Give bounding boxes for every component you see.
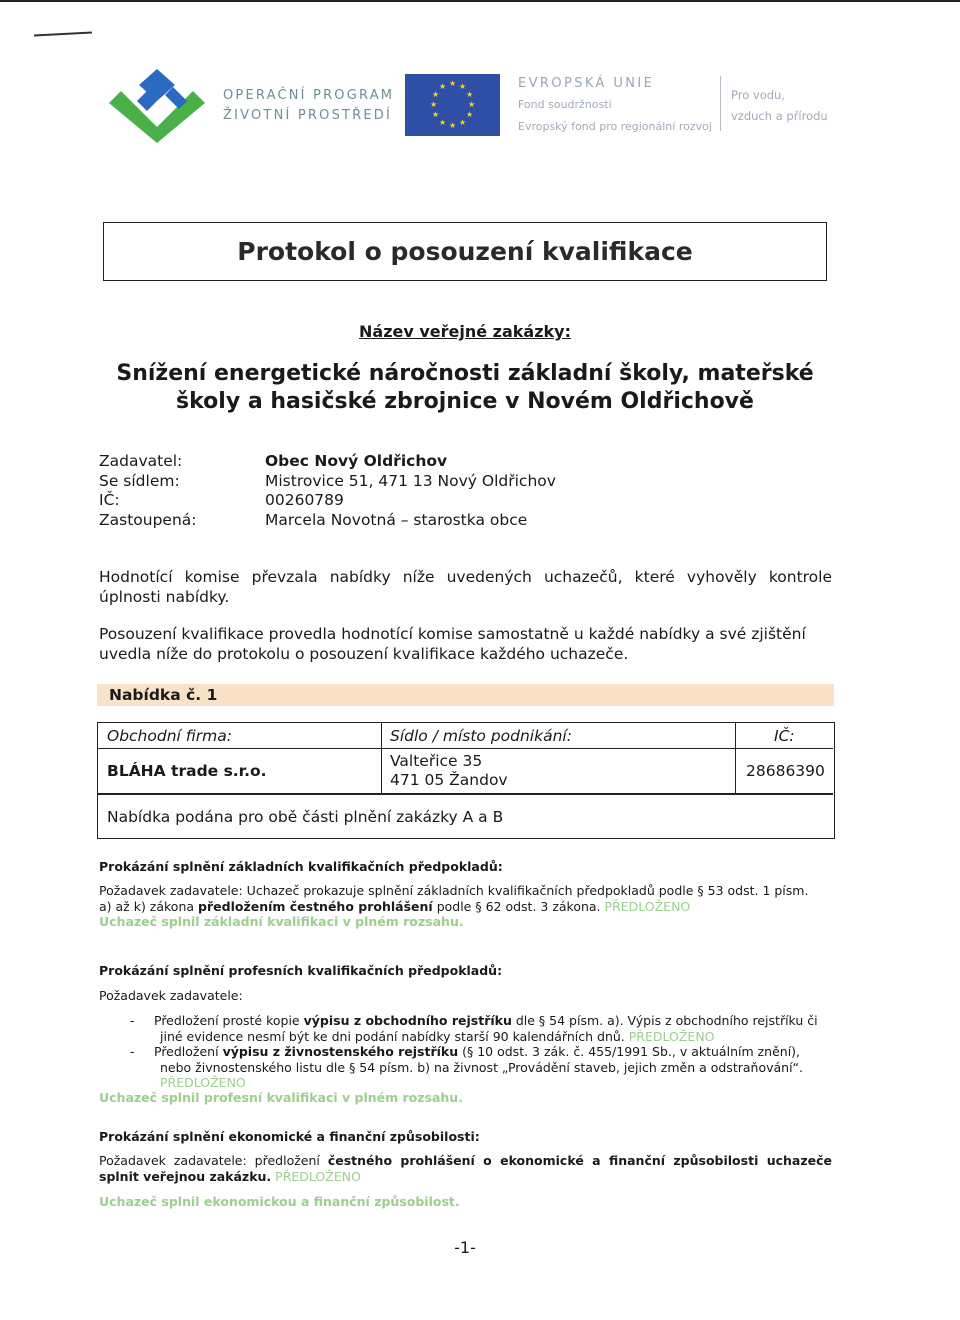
seat-line-2: 471 05 Žandov — [390, 771, 508, 789]
professional-status-2: PŘEDLOŽENO — [160, 1075, 246, 1090]
col-firm-header: Obchodní firma: — [107, 727, 232, 745]
offer-heading-bar — [97, 684, 834, 706]
eu-title: EVROPSKÁ UNIE — [518, 76, 655, 91]
offer-note: Nabídka podána pro obě části plnění zakázky A a B — [107, 808, 504, 826]
client-values — [265, 452, 556, 530]
value-ic: 00260789 — [265, 491, 344, 509]
basic-status: PŘEDLOŽENO — [604, 898, 691, 914]
basic-line-1: Požadavek zadavatele: Uchazeč prokazuje splnění základních kvalifikačních předpokladů podle § 53 odst. 1 písm. — [99, 883, 809, 898]
firm-ic: 28686390 — [746, 762, 825, 780]
professional-qualification-heading: Prokázání splnění profesních kvalifikačních předpokladů: — [99, 963, 503, 978]
basic-result: Uchazeč splnil základní kvalifikaci v plném rozsahu. — [99, 914, 464, 929]
contract-name — [100, 360, 830, 416]
professional-result: Uchazeč splnil profesní kvalifikaci v plném rozsahu. — [99, 1090, 463, 1105]
economic-status: PŘEDLOŽENO — [275, 1168, 361, 1184]
pen-mark — [34, 31, 92, 36]
motto-line-1: Pro vodu, — [731, 88, 785, 102]
intro-p1-line-1: Hodnotící komise převzala nabídky níže uvedených uchazečů, které vyhověly kontrole — [99, 568, 832, 586]
professional-status-1: PŘEDLOŽENO — [628, 1028, 715, 1044]
label-sidlo: Se sídlem: — [99, 471, 180, 490]
professional-requirement: Požadavek zadavatele: — [99, 988, 243, 1003]
page-top-border — [0, 0, 960, 2]
op-zp-logo-icon — [107, 67, 207, 143]
intro-p2-line-2: uvedla níže do protokolu o posouzení kvalifikace každého uchazeče. — [99, 645, 629, 663]
header-divider — [720, 76, 721, 131]
firm-seat — [390, 752, 508, 790]
contract-label: Název veřejné zakázky: — [359, 322, 571, 341]
basic-qualification-heading: Prokázání splnění základních kvalifikačních předpokladů: — [99, 859, 503, 874]
basic-qualification-text — [99, 883, 832, 930]
value-zastoupena: Marcela Novotná – starostka obce — [265, 510, 528, 529]
col-seat-header: Sídlo / místo podnikání: — [390, 727, 572, 745]
offer-heading: Nabídka č. 1 — [109, 686, 218, 704]
op-zp-title — [223, 86, 394, 126]
offer-table — [97, 722, 835, 839]
basic-line-2: a) až k) zákona předložením čestného prohlášení podle § 62 odst. 3 zákona. PŘEDLOŽENO — [99, 898, 691, 914]
professional-bullet-2: Předložení výpisu z živnostenského rejstříku (§ 10 odst. 3 zák. č. 455/1991 Sb., v aktuálním znění), nebo živnostenského listu dle § 54 písm. b) na živnost „Provádění staveb, jejich změn a odstraňování“. PŘEDLOŽENO — [154, 1044, 832, 1091]
label-ic: IČ: — [99, 491, 120, 509]
eu-flag-icon: ★ ★ ★ ★ ★ ★ ★ ★ ★ ★ ★ ★ — [405, 74, 500, 136]
value-sidlo: Mistrovice 51, 471 13 Nový Oldřichov — [265, 471, 556, 490]
client-labels — [99, 452, 197, 530]
op-line-1: OPERAČNÍ PROGRAM — [223, 88, 395, 103]
op-line-2: ŽIVOTNÍ PROSTŘEDÍ — [223, 108, 393, 123]
title-box — [103, 222, 827, 281]
motto — [731, 85, 828, 127]
col-ic-header: IČ: — [774, 727, 795, 745]
value-zadavatel: Obec Nový Oldřichov — [265, 452, 448, 470]
intro-paragraph-1 — [99, 567, 832, 607]
contract-name-line-2: školy a hasičské zbrojnice v Novém Oldřichově — [176, 389, 754, 414]
contract-name-line-1: Snížení energetické náročnosti základní školy, mateřské — [116, 361, 814, 386]
eu-fund-2: Evropský fond pro regionální rozvoj — [518, 120, 712, 133]
firm-name: BLÁHA trade s.r.o. — [107, 762, 267, 780]
intro-paragraph-2 — [99, 624, 832, 664]
economic-result: Uchazeč splnil ekonomickou a finanční způsobilost. — [99, 1194, 460, 1209]
seat-line-1: Valteřice 35 — [390, 752, 483, 770]
eu-fund-1: Fond soudržnosti — [518, 98, 612, 111]
intro-p2-line-1: Posouzení kvalifikace provedla hodnotící komise samostatně u každé nabídky a své zjištění — [99, 625, 806, 643]
economic-text: Požadavek zadavatele: předložení čestného prohlášení o ekonomické a finanční způsobilosti uchazeče splnit veřejnou zakázku. PŘEDLOŽENO — [99, 1153, 832, 1184]
label-zadavatel: Zadavatel: — [99, 452, 183, 470]
intro-p1-line-2: úplnosti nabídky. — [99, 588, 230, 606]
label-zastoupena: Zastoupená: — [99, 510, 197, 529]
professional-bullet-1: Předložení prosté kopie výpisu z obchodního rejstříku dle § 54 písm. a). Výpis z obchodního rejstříku či jiné evidence nesmí být ke dni podání nabídky starší 90 kalendářních dnů. PŘEDLOŽENO — [154, 1013, 818, 1044]
economic-heading: Prokázání splnění ekonomické a finanční způsobilosti: — [99, 1129, 480, 1144]
page-number: -1- — [454, 1238, 476, 1257]
document-title: Protokol o posouzení kvalifikace — [237, 237, 693, 266]
motto-line-2: vzduch a přírodu — [731, 109, 828, 123]
